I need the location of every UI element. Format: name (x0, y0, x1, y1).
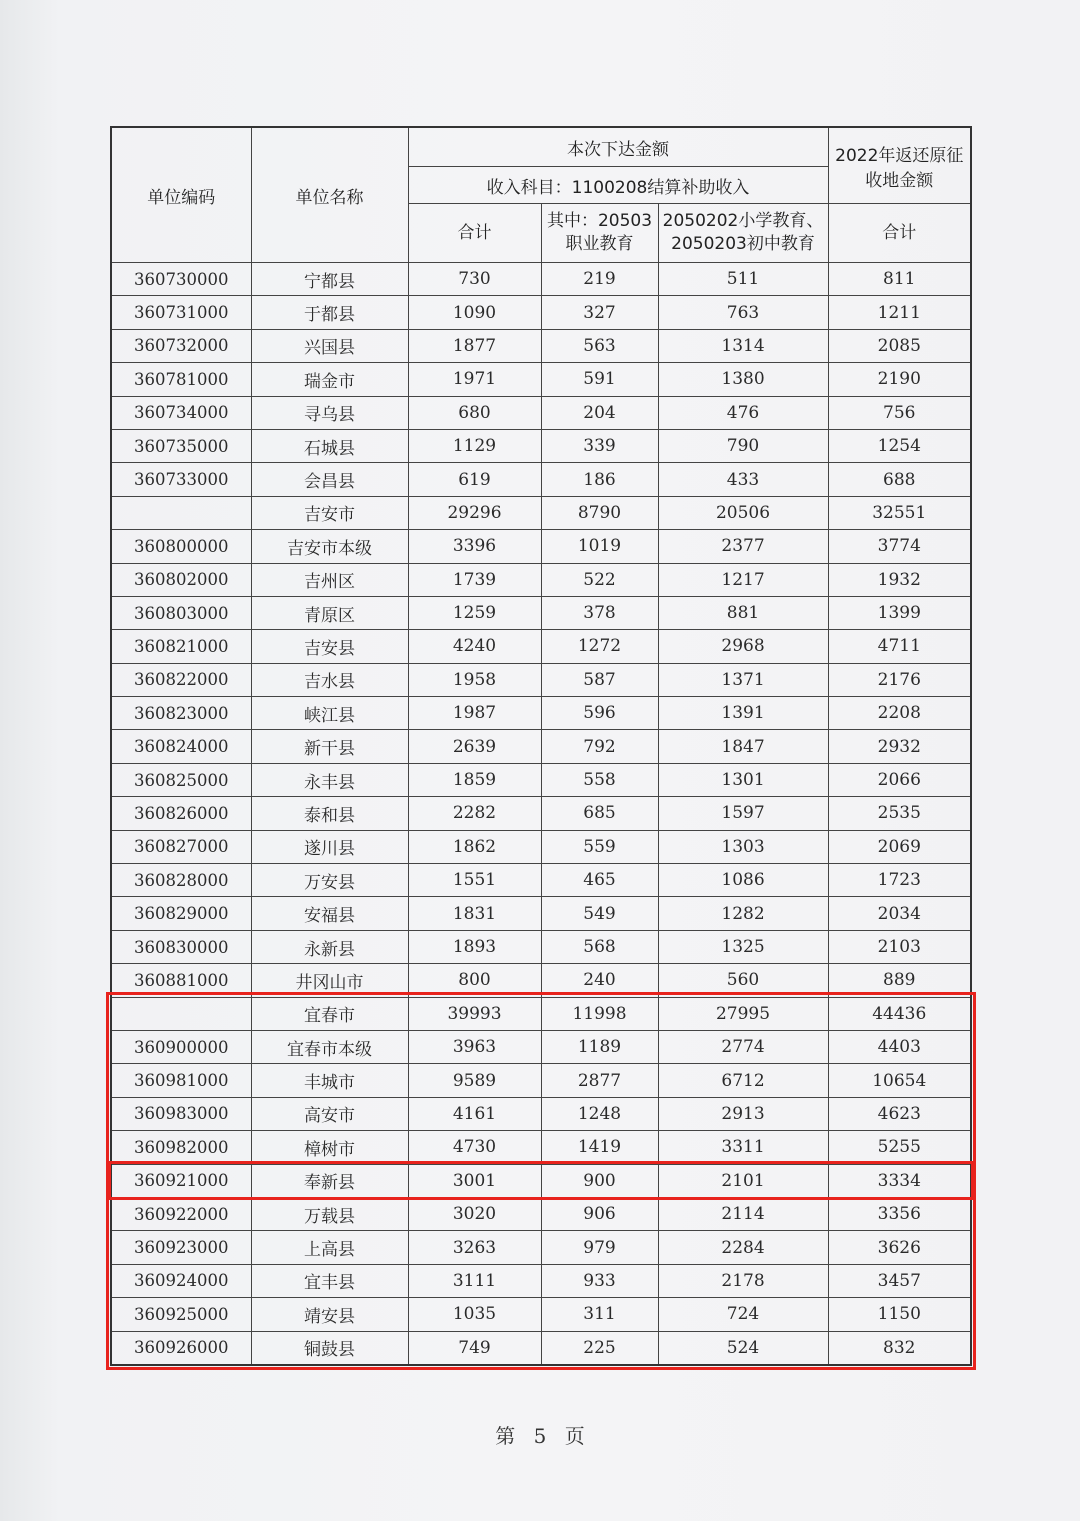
cell-total: 800 (408, 964, 541, 997)
cell-refund: 3334 (828, 1164, 971, 1197)
cell-refund: 1254 (828, 429, 971, 462)
cell-unit-name: 铜鼓县 (251, 1331, 408, 1365)
cell-unit-name: 青原区 (251, 596, 408, 629)
header-issued-amount: 本次下达金额 (408, 127, 828, 167)
cell-primary: 560 (658, 964, 828, 997)
header-primary (658, 204, 828, 263)
header-refund-line1: 2022年返还原征 (835, 145, 964, 166)
cell-vocational: 1419 (541, 1131, 658, 1164)
cell-vocational: 186 (541, 463, 658, 496)
header-total: 合计 (408, 204, 541, 263)
table-row (111, 864, 971, 897)
header-unit-code: 单位编码 (111, 127, 251, 263)
cell-primary: 3311 (658, 1131, 828, 1164)
cell-refund: 811 (828, 263, 971, 296)
cell-primary: 2101 (658, 1164, 828, 1197)
table-row (111, 830, 971, 863)
cell-unit-name: 万安县 (251, 864, 408, 897)
cell-unit-code: 360923000 (111, 1231, 251, 1264)
cell-unit-name: 会昌县 (251, 463, 408, 496)
cell-unit-name: 井冈山市 (251, 964, 408, 997)
cell-vocational: 327 (541, 296, 658, 329)
header-vocational-line1: 其中：20503 (546, 211, 653, 231)
cell-total: 4161 (408, 1097, 541, 1130)
cell-unit-name: 上高县 (251, 1231, 408, 1264)
cell-unit-name: 吉安县 (251, 630, 408, 663)
cell-primary: 2178 (658, 1264, 828, 1297)
cell-unit-name: 峡江县 (251, 697, 408, 730)
cell-unit-code: 360982000 (111, 1131, 251, 1164)
cell-primary: 1325 (658, 930, 828, 963)
table-row (111, 964, 971, 997)
cell-vocational: 522 (541, 563, 658, 596)
cell-refund: 832 (828, 1331, 971, 1365)
table-row (111, 1030, 971, 1063)
cell-unit-code: 360731000 (111, 296, 251, 329)
cell-primary: 2968 (658, 630, 828, 663)
cell-refund: 756 (828, 396, 971, 429)
table-row (111, 930, 971, 963)
cell-refund: 2932 (828, 730, 971, 763)
table-row (111, 997, 971, 1030)
cell-total: 9589 (408, 1064, 541, 1097)
table-row (111, 596, 971, 629)
cell-unit-name: 宜春市本级 (251, 1030, 408, 1063)
cell-refund: 2176 (828, 663, 971, 696)
cell-total: 1090 (408, 296, 541, 329)
cell-total: 3963 (408, 1030, 541, 1063)
cell-refund: 1723 (828, 864, 971, 897)
cell-primary: 6712 (658, 1064, 828, 1097)
cell-vocational: 339 (541, 429, 658, 462)
cell-refund: 10654 (828, 1064, 971, 1097)
cell-vocational: 933 (541, 1264, 658, 1297)
cell-total: 1859 (408, 763, 541, 796)
cell-vocational: 906 (541, 1197, 658, 1230)
table-row (111, 697, 971, 730)
cell-vocational: 549 (541, 897, 658, 930)
page-number (0, 1420, 1080, 1449)
cell-total: 1958 (408, 663, 541, 696)
cell-total: 3001 (408, 1164, 541, 1197)
cell-vocational: 225 (541, 1331, 658, 1365)
cell-total: 1893 (408, 930, 541, 963)
table-row (111, 463, 971, 496)
cell-unit-code: 360830000 (111, 930, 251, 963)
cell-primary: 1301 (658, 763, 828, 796)
cell-refund: 1150 (828, 1298, 971, 1331)
table-row (111, 1197, 971, 1230)
cell-total: 1035 (408, 1298, 541, 1331)
table-row (111, 797, 971, 830)
cell-vocational: 792 (541, 730, 658, 763)
cell-vocational: 1272 (541, 630, 658, 663)
cell-unit-name: 奉新县 (251, 1164, 408, 1197)
cell-unit-code: 360828000 (111, 864, 251, 897)
cell-vocational: 559 (541, 830, 658, 863)
cell-primary: 724 (658, 1298, 828, 1331)
cell-refund: 2069 (828, 830, 971, 863)
cell-vocational: 587 (541, 663, 658, 696)
table-row (111, 329, 971, 362)
cell-unit-code: 360983000 (111, 1097, 251, 1130)
table-row (111, 897, 971, 930)
cell-unit-code: 360733000 (111, 463, 251, 496)
cell-total: 2639 (408, 730, 541, 763)
cell-total: 4730 (408, 1131, 541, 1164)
cell-primary: 1597 (658, 797, 828, 830)
cell-unit-code: 360900000 (111, 1030, 251, 1063)
cell-unit-name: 安福县 (251, 897, 408, 930)
cell-primary: 511 (658, 263, 828, 296)
cell-total: 1739 (408, 563, 541, 596)
cell-total: 1129 (408, 429, 541, 462)
table-row (111, 1331, 971, 1365)
cell-unit-code: 360981000 (111, 1064, 251, 1097)
cell-vocational: 311 (541, 1298, 658, 1331)
cell-primary: 790 (658, 429, 828, 462)
cell-refund: 4711 (828, 630, 971, 663)
cell-unit-name: 吉水县 (251, 663, 408, 696)
cell-unit-name: 吉安市本级 (251, 530, 408, 563)
cell-primary: 881 (658, 596, 828, 629)
cell-unit-name: 石城县 (251, 429, 408, 462)
cell-refund: 3457 (828, 1264, 971, 1297)
cell-unit-name: 高安市 (251, 1097, 408, 1130)
cell-unit-code: 360829000 (111, 897, 251, 930)
cell-total: 4240 (408, 630, 541, 663)
table-row (111, 1264, 971, 1297)
cell-vocational: 1019 (541, 530, 658, 563)
cell-vocational: 568 (541, 930, 658, 963)
cell-refund: 2034 (828, 897, 971, 930)
table-row (111, 496, 971, 529)
cell-total: 1877 (408, 329, 541, 362)
cell-unit-name: 吉安市 (251, 496, 408, 529)
cell-total: 3263 (408, 1231, 541, 1264)
cell-vocational: 1189 (541, 1030, 658, 1063)
cell-vocational: 1248 (541, 1097, 658, 1130)
cell-primary: 1303 (658, 830, 828, 863)
header-income-subject: 收入科目：1100208结算补助收入 (408, 167, 828, 204)
header-vocational-line2: 职业教育 (565, 234, 634, 254)
cell-vocational: 8790 (541, 496, 658, 529)
cell-unit-code (111, 496, 251, 529)
cell-refund: 3774 (828, 530, 971, 563)
cell-refund: 3356 (828, 1197, 971, 1230)
cell-primary: 2774 (658, 1030, 828, 1063)
page-suffix: 页 (564, 1424, 585, 1448)
cell-unit-name: 宜丰县 (251, 1264, 408, 1297)
cell-unit-name: 吉州区 (251, 563, 408, 596)
cell-vocational: 563 (541, 329, 658, 362)
cell-primary: 763 (658, 296, 828, 329)
table-row (111, 763, 971, 796)
cell-total: 730 (408, 263, 541, 296)
header-refund (828, 127, 971, 204)
table-row (111, 730, 971, 763)
cell-primary: 476 (658, 396, 828, 429)
cell-unit-code: 360922000 (111, 1197, 251, 1230)
cell-unit-code: 360827000 (111, 830, 251, 863)
cell-refund: 3626 (828, 1231, 971, 1264)
cell-unit-name: 靖安县 (251, 1298, 408, 1331)
table-row (111, 563, 971, 596)
cell-unit-code: 360734000 (111, 396, 251, 429)
cell-total: 1259 (408, 596, 541, 629)
cell-vocational: 240 (541, 964, 658, 997)
table-row (111, 630, 971, 663)
table-row (111, 663, 971, 696)
cell-primary: 433 (658, 463, 828, 496)
cell-vocational: 11998 (541, 997, 658, 1030)
cell-vocational: 558 (541, 763, 658, 796)
table-row (111, 429, 971, 462)
cell-unit-name: 丰城市 (251, 1064, 408, 1097)
cell-total: 1831 (408, 897, 541, 930)
cell-refund: 4623 (828, 1097, 971, 1130)
cell-refund: 889 (828, 964, 971, 997)
table-row (111, 1064, 971, 1097)
cell-total: 680 (408, 396, 541, 429)
cell-total: 39993 (408, 997, 541, 1030)
cell-total: 3396 (408, 530, 541, 563)
cell-unit-code: 360825000 (111, 763, 251, 796)
header-refund-line2: 收地金额 (865, 170, 934, 191)
cell-total: 749 (408, 1331, 541, 1365)
cell-vocational: 979 (541, 1231, 658, 1264)
cell-primary: 1391 (658, 697, 828, 730)
cell-unit-name: 永新县 (251, 930, 408, 963)
cell-primary: 27995 (658, 997, 828, 1030)
table-row (111, 1131, 971, 1164)
cell-primary: 524 (658, 1331, 828, 1365)
cell-total: 2282 (408, 797, 541, 830)
cell-unit-code: 360730000 (111, 263, 251, 296)
allocation-table (110, 126, 972, 1366)
cell-unit-code: 360826000 (111, 797, 251, 830)
cell-unit-code: 360824000 (111, 730, 251, 763)
cell-primary: 2377 (658, 530, 828, 563)
cell-total: 1971 (408, 363, 541, 396)
cell-unit-name: 宜春市 (251, 997, 408, 1030)
table-header (111, 127, 971, 263)
table-row (111, 296, 971, 329)
cell-primary: 1314 (658, 329, 828, 362)
cell-unit-code: 360800000 (111, 530, 251, 563)
table-row (111, 1231, 971, 1264)
table-body (111, 263, 971, 1365)
cell-primary: 2114 (658, 1197, 828, 1230)
cell-refund: 2190 (828, 363, 971, 396)
cell-unit-name: 樟树市 (251, 1131, 408, 1164)
cell-total: 1551 (408, 864, 541, 897)
allocation-table-container (110, 126, 970, 1366)
cell-total: 29296 (408, 496, 541, 529)
cell-primary: 1847 (658, 730, 828, 763)
cell-unit-name: 泰和县 (251, 797, 408, 830)
cell-unit-code: 360881000 (111, 964, 251, 997)
cell-refund: 1211 (828, 296, 971, 329)
cell-primary: 1086 (658, 864, 828, 897)
cell-vocational: 219 (541, 263, 658, 296)
cell-total: 1862 (408, 830, 541, 863)
cell-unit-name: 瑞金市 (251, 363, 408, 396)
table-row (111, 1164, 971, 1197)
cell-primary: 1371 (658, 663, 828, 696)
cell-unit-name: 于都县 (251, 296, 408, 329)
cell-unit-code: 360822000 (111, 663, 251, 696)
cell-unit-code (111, 997, 251, 1030)
header-unit-name: 单位名称 (251, 127, 408, 263)
cell-vocational: 685 (541, 797, 658, 830)
cell-refund: 2208 (828, 697, 971, 730)
header-primary-line1: 2050202小学教育、 (662, 211, 824, 231)
cell-refund: 1932 (828, 563, 971, 596)
cell-refund: 32551 (828, 496, 971, 529)
cell-unit-code: 360821000 (111, 630, 251, 663)
table-row (111, 396, 971, 429)
header-primary-line2: 2050203初中教育 (671, 234, 815, 254)
header-refund-total: 合计 (828, 204, 971, 263)
cell-primary: 1282 (658, 897, 828, 930)
table-row (111, 263, 971, 296)
table-row (111, 1298, 971, 1331)
cell-unit-code: 360921000 (111, 1164, 251, 1197)
cell-refund: 2085 (828, 329, 971, 362)
cell-refund: 44436 (828, 997, 971, 1030)
cell-unit-code: 360735000 (111, 429, 251, 462)
cell-vocational: 900 (541, 1164, 658, 1197)
cell-unit-name: 遂川县 (251, 830, 408, 863)
header-vocational (541, 204, 658, 263)
cell-unit-code: 360823000 (111, 697, 251, 730)
page-number-value: 5 (533, 1424, 547, 1448)
cell-refund: 688 (828, 463, 971, 496)
cell-unit-code: 360781000 (111, 363, 251, 396)
cell-primary: 2284 (658, 1231, 828, 1264)
cell-refund: 4403 (828, 1030, 971, 1063)
cell-primary: 1380 (658, 363, 828, 396)
cell-total: 3111 (408, 1264, 541, 1297)
cell-vocational: 591 (541, 363, 658, 396)
cell-primary: 2913 (658, 1097, 828, 1130)
cell-total: 1987 (408, 697, 541, 730)
cell-total: 619 (408, 463, 541, 496)
cell-vocational: 378 (541, 596, 658, 629)
cell-unit-name: 新干县 (251, 730, 408, 763)
table-row (111, 530, 971, 563)
cell-unit-code: 360926000 (111, 1331, 251, 1365)
cell-refund: 5255 (828, 1131, 971, 1164)
table-row (111, 1097, 971, 1130)
cell-unit-name: 永丰县 (251, 763, 408, 796)
table-row (111, 363, 971, 396)
cell-unit-code: 360924000 (111, 1264, 251, 1297)
cell-unit-name: 兴国县 (251, 329, 408, 362)
cell-vocational: 204 (541, 396, 658, 429)
cell-vocational: 596 (541, 697, 658, 730)
cell-refund: 2103 (828, 930, 971, 963)
cell-unit-name: 宁都县 (251, 263, 408, 296)
cell-primary: 1217 (658, 563, 828, 596)
page-prefix: 第 (495, 1424, 516, 1448)
cell-unit-name: 寻乌县 (251, 396, 408, 429)
cell-unit-code: 360802000 (111, 563, 251, 596)
cell-total: 3020 (408, 1197, 541, 1230)
cell-refund: 1399 (828, 596, 971, 629)
cell-vocational: 2877 (541, 1064, 658, 1097)
cell-unit-name: 万载县 (251, 1197, 408, 1230)
cell-refund: 2066 (828, 763, 971, 796)
cell-unit-code: 360803000 (111, 596, 251, 629)
cell-unit-code: 360732000 (111, 329, 251, 362)
cell-unit-code: 360925000 (111, 1298, 251, 1331)
cell-vocational: 465 (541, 864, 658, 897)
cell-primary: 20506 (658, 496, 828, 529)
cell-refund: 2535 (828, 797, 971, 830)
